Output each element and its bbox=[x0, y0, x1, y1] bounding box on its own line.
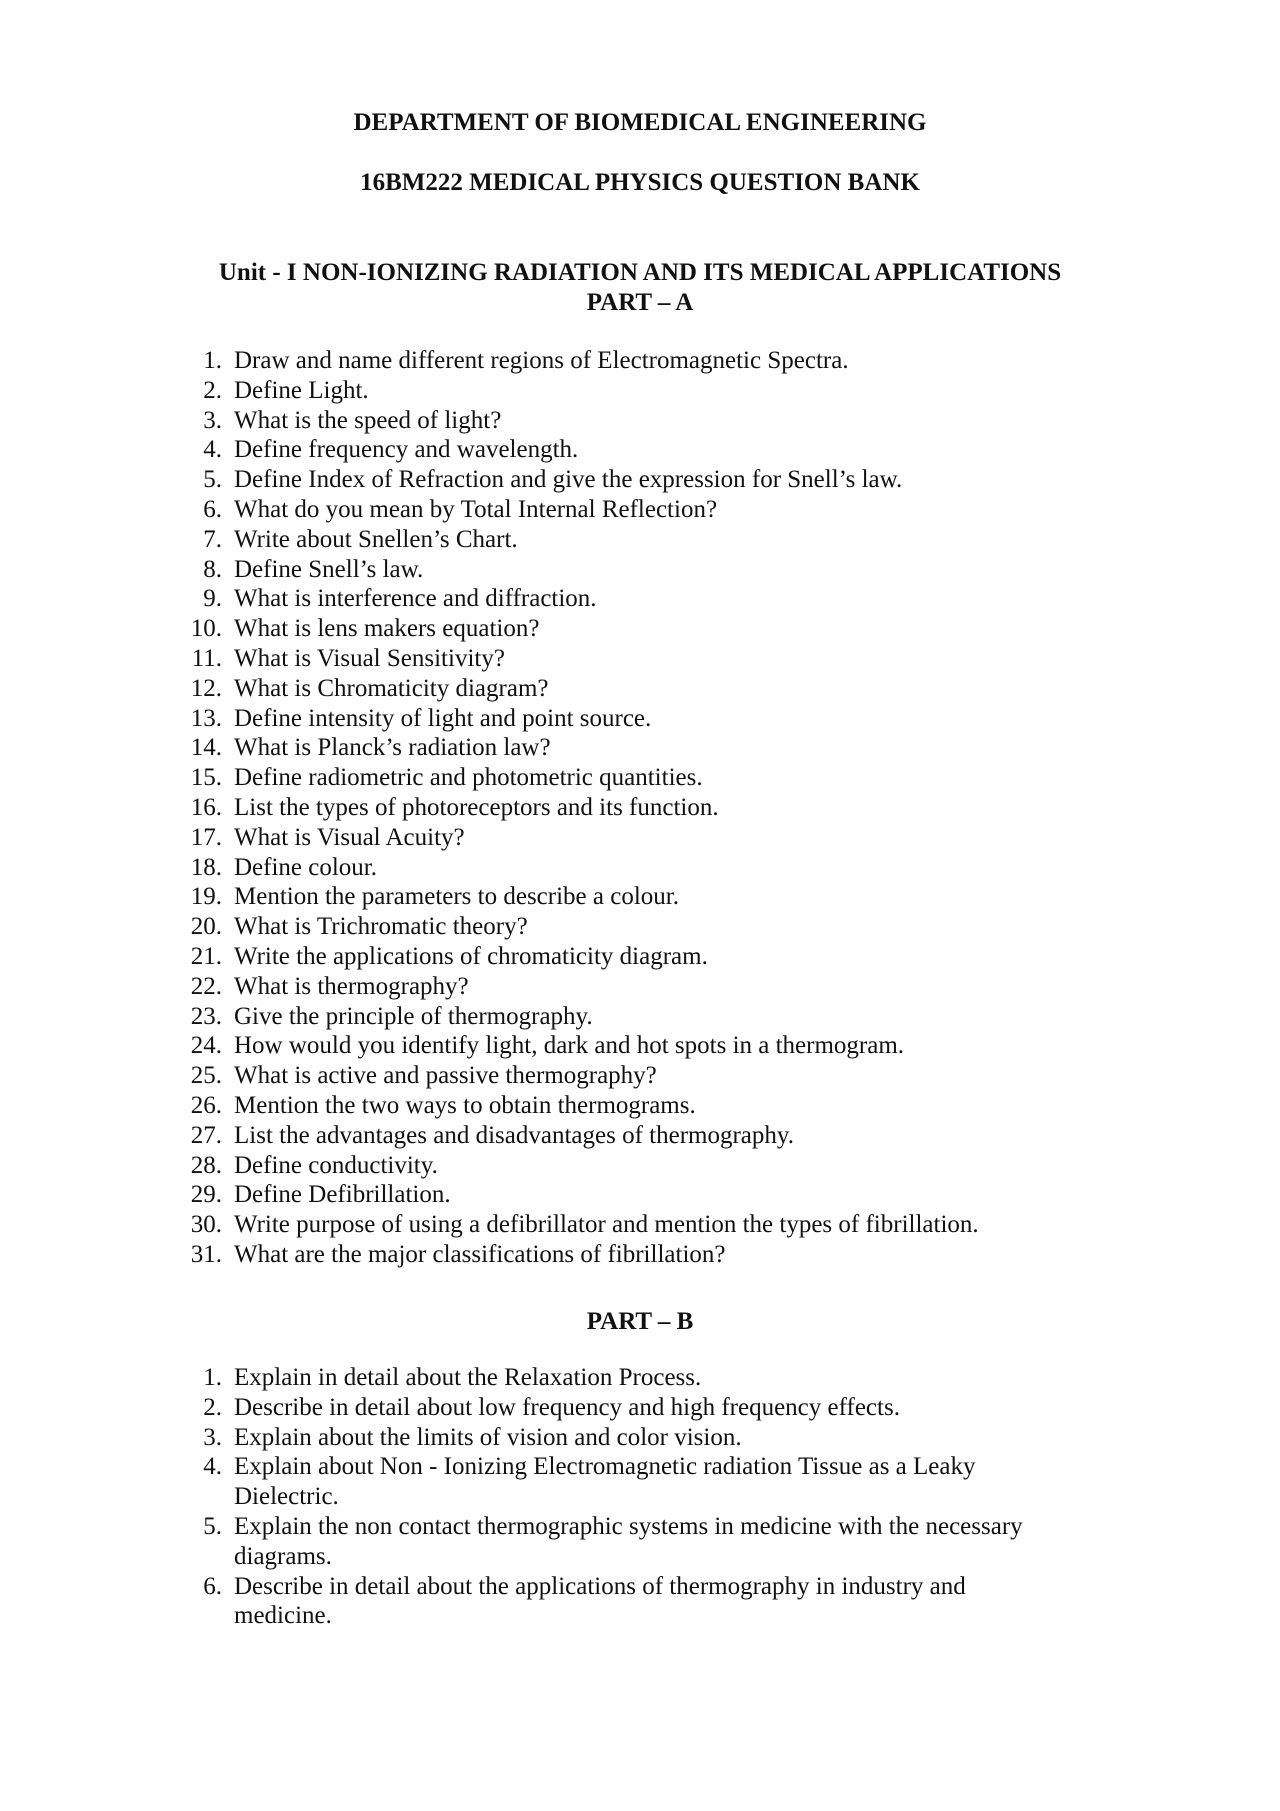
question-number: 6. bbox=[203, 495, 222, 523]
question-text: Explain in detail about the Relaxation Process. bbox=[234, 1364, 702, 1391]
question-number: 26. bbox=[190, 1091, 222, 1119]
question-item bbox=[0, 1572, 1280, 1632]
question-number: 29. bbox=[190, 1181, 222, 1209]
question-text: What are the major classifications of fibrillation? bbox=[234, 1240, 726, 1268]
question-number: 11. bbox=[191, 644, 222, 672]
question-number: 7. bbox=[203, 525, 222, 553]
question-number: 27. bbox=[190, 1121, 222, 1149]
question-text: What is interference and diffraction. bbox=[234, 585, 597, 613]
question-text: Define frequency and wavelength. bbox=[234, 436, 579, 464]
question-text: Describe in detail about the applications of thermography in industry and medicine. bbox=[234, 1572, 966, 1630]
question-item bbox=[0, 1512, 1280, 1572]
question-item bbox=[0, 346, 1280, 376]
question-item bbox=[0, 972, 1280, 1002]
question-text: Define Snell’s law. bbox=[234, 555, 424, 583]
question-item bbox=[0, 1240, 1280, 1270]
question-item bbox=[0, 1121, 1280, 1151]
question-number: 21. bbox=[190, 942, 222, 970]
question-item bbox=[0, 1363, 1280, 1393]
question-item bbox=[0, 644, 1280, 674]
question-text: How would you identify light, dark and hot spots in a thermogram. bbox=[234, 1032, 905, 1060]
question-item bbox=[0, 674, 1280, 704]
question-text: List the advantages and disadvantages of thermography. bbox=[234, 1121, 795, 1149]
question-item bbox=[0, 1210, 1280, 1240]
question-text: Define radiometric and photometric quantities. bbox=[234, 764, 703, 792]
question-text: Define Index of Refraction and give the expression for Snell’s law. bbox=[234, 466, 903, 494]
question-number: 4. bbox=[203, 436, 222, 464]
part-a-question-list bbox=[0, 346, 1280, 1270]
question-text: What is Trichromatic theory? bbox=[234, 913, 528, 941]
question-item bbox=[0, 465, 1280, 495]
question-item bbox=[0, 733, 1280, 763]
question-item bbox=[0, 1452, 1280, 1512]
question-text: What is Visual Sensitivity? bbox=[234, 644, 505, 672]
question-number: 25. bbox=[190, 1062, 222, 1090]
question-text: Give the principle of thermography. bbox=[234, 1002, 593, 1030]
question-item bbox=[0, 1002, 1280, 1032]
question-text: Write the applications of chromaticity diagram. bbox=[234, 942, 708, 970]
question-number: 12. bbox=[190, 674, 222, 702]
question-text: Define colour. bbox=[234, 853, 378, 881]
question-item bbox=[0, 942, 1280, 972]
unit-title: Unit - I NON-IONIZING RADIATION AND ITS MEDICAL APPLICATIONS bbox=[218, 259, 1062, 286]
question-text: What is lens makers equation? bbox=[234, 615, 540, 643]
question-text: What is Planck’s radiation law? bbox=[234, 734, 551, 762]
question-item bbox=[0, 1091, 1280, 1121]
question-text: Write about Snellen’s Chart. bbox=[234, 525, 518, 553]
part-a-heading: PART – A bbox=[586, 289, 694, 316]
question-text: Draw and name different regions of Electromagnetic Spectra. bbox=[234, 347, 849, 374]
question-number: 3. bbox=[203, 406, 222, 434]
question-item bbox=[0, 584, 1280, 614]
question-text: Define conductivity. bbox=[234, 1151, 438, 1179]
question-text: What is active and passive thermography? bbox=[234, 1062, 657, 1090]
question-number: 3. bbox=[203, 1423, 222, 1451]
question-number: 1. bbox=[203, 1364, 222, 1391]
question-text: Explain about the limits of vision and color vision. bbox=[234, 1423, 742, 1451]
question-number: 31. bbox=[190, 1240, 222, 1268]
question-item bbox=[0, 793, 1280, 823]
course-title: 16BM222 MEDICAL PHYSICS QUESTION BANK bbox=[360, 169, 920, 196]
question-number: 22. bbox=[190, 972, 222, 1000]
part-b-heading: PART – B bbox=[586, 1308, 694, 1335]
question-number: 16. bbox=[190, 793, 222, 821]
question-number: 13. bbox=[190, 704, 222, 732]
question-text: Describe in detail about low frequency and high frequency effects. bbox=[234, 1393, 900, 1421]
question-number: 5. bbox=[203, 1512, 222, 1540]
question-item bbox=[0, 912, 1280, 942]
question-item bbox=[0, 1180, 1280, 1210]
question-number: 14. bbox=[190, 734, 222, 762]
question-item bbox=[0, 882, 1280, 912]
question-text: Define Defibrillation. bbox=[234, 1181, 451, 1209]
question-text: What is the speed of light? bbox=[234, 406, 502, 434]
department-heading: DEPARTMENT OF BIOMEDICAL ENGINEERING bbox=[353, 109, 927, 136]
question-text: Write purpose of using a defibrillator and mention the types of fibrillation. bbox=[234, 1211, 979, 1239]
question-item bbox=[0, 1393, 1280, 1423]
question-item bbox=[0, 763, 1280, 793]
question-item bbox=[0, 1423, 1280, 1453]
question-number: 1. bbox=[203, 347, 222, 374]
question-number: 5. bbox=[203, 466, 222, 494]
question-number: 19. bbox=[190, 883, 222, 911]
question-number: 17. bbox=[190, 823, 222, 851]
question-item bbox=[0, 1151, 1280, 1181]
question-number: 4. bbox=[203, 1453, 222, 1481]
question-item bbox=[0, 525, 1280, 555]
question-text: Explain the non contact thermographic systems in medicine with the necessary diagrams. bbox=[234, 1512, 1023, 1570]
question-text: Explain about Non - Ionizing Electromagnetic radiation Tissue as a Leaky Dielectric. bbox=[234, 1453, 976, 1511]
question-number: 2. bbox=[203, 1393, 222, 1421]
question-number: 6. bbox=[203, 1572, 222, 1600]
question-number: 15. bbox=[190, 764, 222, 792]
question-number: 8. bbox=[203, 555, 222, 583]
part-b-question-list bbox=[0, 1363, 1280, 1631]
question-text: What is Chromaticity diagram? bbox=[234, 674, 549, 702]
question-item bbox=[0, 704, 1280, 734]
question-number: 20. bbox=[190, 913, 222, 941]
question-number: 18. bbox=[190, 853, 222, 881]
question-text: What is thermography? bbox=[234, 972, 469, 1000]
question-text: Mention the parameters to describe a colour. bbox=[234, 883, 679, 911]
question-number: 9. bbox=[203, 585, 222, 613]
question-item bbox=[0, 853, 1280, 883]
question-number: 24. bbox=[190, 1032, 222, 1060]
question-number: 28. bbox=[190, 1151, 222, 1179]
question-item bbox=[0, 614, 1280, 644]
question-item bbox=[0, 495, 1280, 525]
question-text: Mention the two ways to obtain thermograms. bbox=[234, 1091, 696, 1119]
question-number: 30. bbox=[190, 1211, 222, 1239]
question-text: What do you mean by Total Internal Reflection? bbox=[234, 495, 718, 523]
question-text: Define intensity of light and point source. bbox=[234, 704, 652, 732]
question-item bbox=[0, 1031, 1280, 1061]
question-item bbox=[0, 406, 1280, 436]
question-item bbox=[0, 555, 1280, 585]
question-text: Define Light. bbox=[234, 376, 369, 404]
question-item bbox=[0, 823, 1280, 853]
question-number: 10. bbox=[190, 615, 222, 643]
question-number: 2. bbox=[203, 376, 222, 404]
question-text: List the types of photoreceptors and its function. bbox=[234, 793, 719, 821]
question-item bbox=[0, 376, 1280, 406]
question-item bbox=[0, 435, 1280, 465]
question-item bbox=[0, 1061, 1280, 1091]
question-text: What is Visual Acuity? bbox=[234, 823, 465, 851]
question-number: 23. bbox=[190, 1002, 222, 1030]
